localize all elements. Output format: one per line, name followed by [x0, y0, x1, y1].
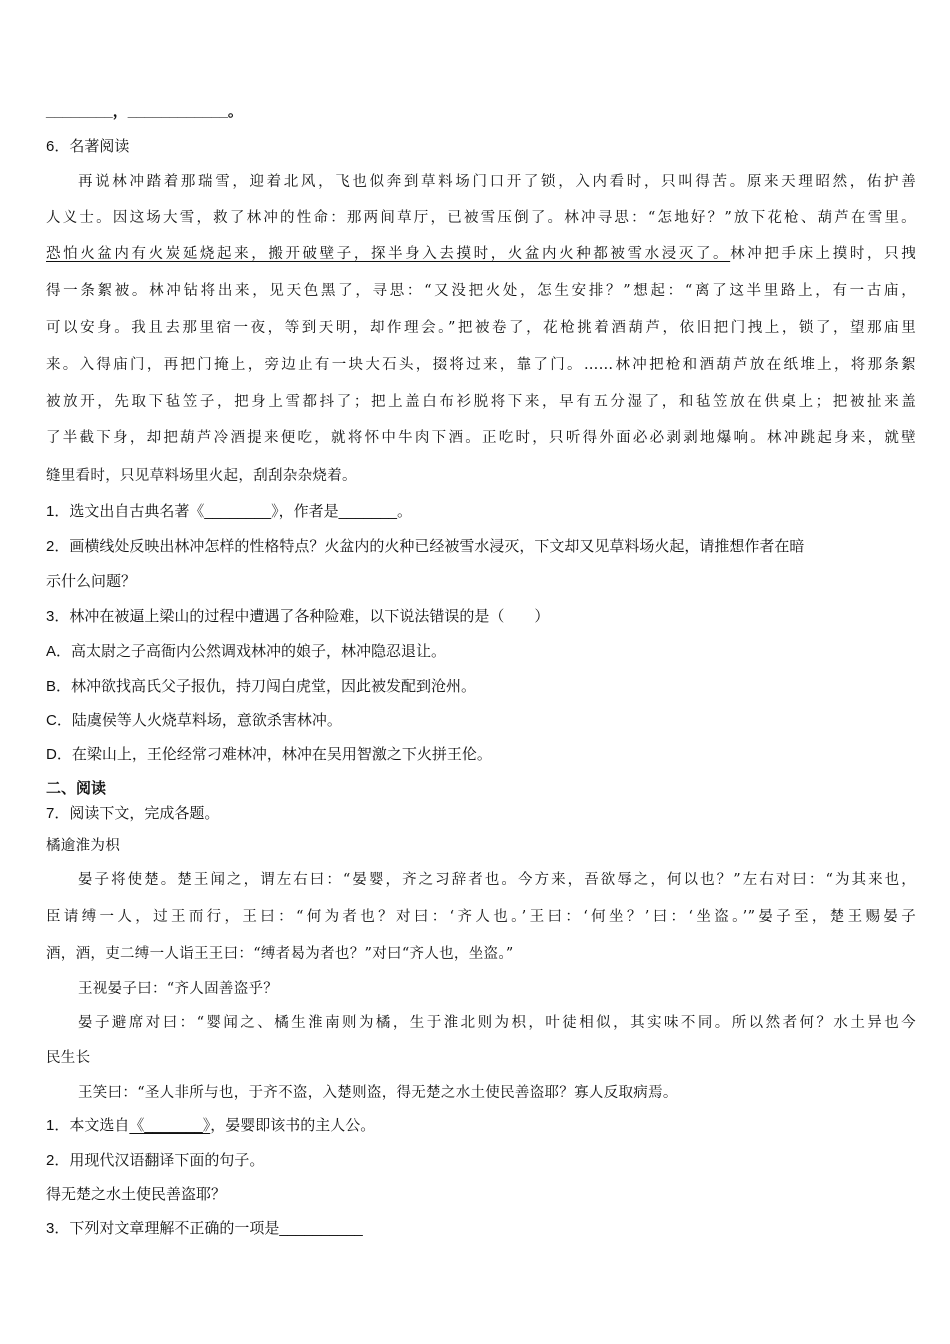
q6-passage-line: 可以安身。我且去那里宿一夜，等到天明，却作理会。”把被卷了，花枪挑着酒葫芦，依旧把门拽上，锁了，望那庙里	[46, 320, 916, 336]
q7-passage-line: 民生长	[46, 1050, 91, 1066]
q7-passage-line: 王视晏子曰：“齐人固善盗乎？	[78, 981, 279, 997]
q7-q1-blank: 《_______》	[129, 1117, 211, 1134]
answer-blank-line: ________，____________。	[46, 103, 243, 120]
q6-question-2-cont: 示什么问题？	[46, 573, 137, 590]
q7-question-2-sentence: 得无楚之水土使民善盗耶？	[46, 1186, 227, 1203]
q7-passage-line: 晏子避席对曰：“婴闻之、橘生淮南则为橘，生于淮北则为枳，叶徒相似，其实味不同。所以然者何？水土异也今	[78, 1015, 916, 1031]
q7-heading: 7．阅读下文，完成各题。	[46, 805, 220, 822]
q6-passage-line: 来。入得庙门，再把门掩上，旁边止有一块大石头，掇将过来，靠了门。……林冲把枪和酒葫芦放在纸堆上，将那条絮	[46, 357, 916, 373]
option-c: C．陆虞侯等人火烧草料场，意欲杀害林冲。	[46, 712, 342, 729]
q7-question-1	[46, 1116, 916, 1136]
q6-question-1: 1．选文出自古典名著《________》，作者是_______。	[46, 503, 412, 520]
q6-passage-line: 被放开，先取下毡笠子，把身上雪都抖了；把上盖白布衫脱将下来，早有五分湿了，和毡笠放在供桌上；把被扯来盖	[46, 394, 916, 410]
underlined-sentence: 恐怕火盆内有火炭延烧起来，搬开破壁子，探半身入去摸时，火盆内火种都被雪水浸灭了。	[46, 246, 731, 262]
q7-q1-prefix: 1．本文选自	[46, 1117, 130, 1134]
q6-passage-line: 人义士。因这场大雪，救了林冲的性命：那两间草厅，已被雪压倒了。林冲寻思：“怎地好？”放下花枪、葫芦在雪里。	[46, 210, 916, 226]
q7-passage-line: 臣请缚一人，过王而行，王曰：“何为者也？对曰：‘齐人也。’王曰：‘何坐？’曰：‘坐盗。’”晏子至，楚王赐晏子	[46, 909, 916, 925]
q7-passage-line: 王笑曰：“圣人非所与也，于齐不盗，入楚则盗，得无楚之水土使民善盗耶？寡人反取病焉。	[78, 1085, 678, 1101]
section-title: 二、阅读	[46, 780, 107, 797]
q7-question-3: 3．下列对文章理解不正确的一项是__________	[46, 1220, 363, 1237]
q7-question-2: 2．用现代汉语翻译下面的句子。	[46, 1152, 265, 1169]
q6-question-3: 3．林冲在被逼上梁山的过程中遭遇了各种险难，以下说法错误的是（ ）	[46, 608, 550, 625]
q6-question-2: 2．画横线处反映出林冲怎样的性格特点？火盆内的火种已经被雪水浸灭，下文却又见草料场火起，请推想作者在暗	[46, 538, 805, 555]
q6-heading: 6．名著阅读	[46, 138, 130, 155]
q6-passage-line: 再说林冲踏着那瑞雪，迎着北风，飞也似奔到草料场门口开了锁，入内看时，只叫得苦。原来天理昭然，佑护善	[78, 174, 916, 190]
option-d: D．在梁山上，王伦经常刁难林冲，林冲在吴用智激之下火拼王伦。	[46, 746, 492, 763]
passage-title: 橘逾淮为枳	[46, 838, 120, 854]
q6-passage-text: 林冲把手床上摸时，只拽	[730, 246, 916, 262]
q7-passage-line: 晏子将使楚。楚王闻之，谓左右曰：“晏婴，齐之习辞者也。今方来，吾欲辱之，何以也？”左右对曰：“为其来也，	[78, 872, 916, 888]
q6-passage-line: 了半截下身，却把葫芦冷酒提来便吃，就将怀中牛肉下酒。正吃时，只听得外面必必剥剥地爆响。林冲跳起身来，就壁	[46, 430, 916, 446]
option-a: A．高太尉之子高衙内公然调戏林冲的娘子，林冲隐忍退让。	[46, 643, 447, 660]
q6-passage-line: 缝里看时，只见草料场里火起，刮刮杂杂烧着。	[46, 468, 357, 484]
q7-passage-line: 酒，酒，吏二缚一人诣王王曰：“缚者曷为者也？”对曰“齐人也，坐盗。”	[46, 946, 514, 962]
q6-passage-line-underlined	[46, 244, 916, 264]
q6-passage-line: 得一条絮被。林冲钻将出来，见天色黑了，寻思：“又没把火处，怎生安排？”想起：“离了这半里路上，有一古庙，	[46, 283, 916, 299]
q7-q1-suffix: ，晏婴即该书的主人公。	[210, 1117, 376, 1134]
option-b: B．林冲欲找高氏父子报仇，持刀闯白虎堂，因此被发配到沧州。	[46, 678, 477, 695]
